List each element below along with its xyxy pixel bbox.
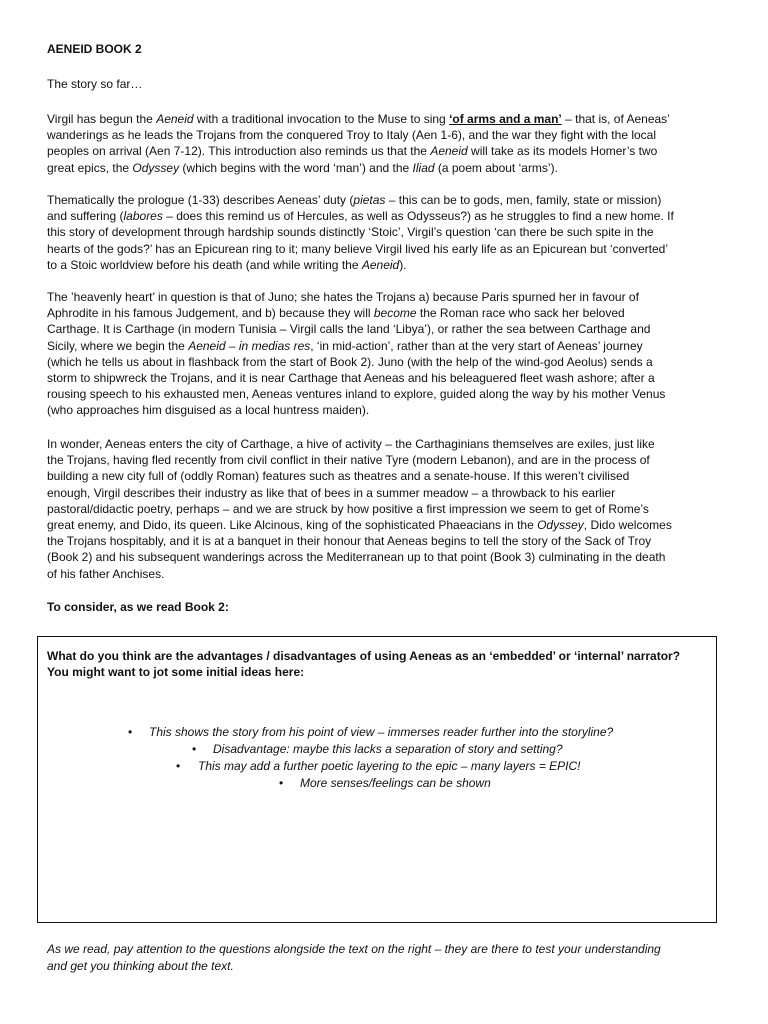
bullet-glyph: • [176,759,181,773]
paragraph-prologue: Thematically the prologue (1-33) describes Aeneas’ duty (pietas – this can be to gods, men, family, state or mission) and suffering (labores – does this remind us of Hercules, as well as Odysseus?) as he struggles to find a new home. If this story of development through hardship sounds distinctly ‘Stoic’, Virgil’s question ‘can there be such spite in the hearts of the gods?’ has an Epicurean ring to it; many believe Virgil lived his early life as an Epicurean but ‘converted’ to a Stoic worldview before his death (and while writing the Aeneid). [47,193,674,272]
bullet-glyph: • [192,742,197,756]
paragraph-juno: The ’heavenly heart’ in question is that of Juno; she hates the Trojans a) because Paris spurned her in favour of Aphrodite in his famous Judgement, and b) because they will become the Roman race who sack her beloved Carthage. It is Carthage (in modern Tunisia – Virgil calls the land ‘Libya’), or rather the sea between Carthage and Sicily, where we begin the Aeneid – in medias res, ‘in mid-action’, rather than at the very start of Aeneas’ journey (which he tells us about in flashback from the start of Book 2). Juno (with the help of the wind-god Aeolus) sends a storm to shipwreck the Trojans, and it is near Carthage that Aeneas and his beleaguered fleet wash ashore; after a rousing speech to his exhausted men, Aeneas ventures inland to explore, guided along the way by his mother Venus (who approaches him disguised as a local huntress maiden). [47,290,666,418]
page-title: AENEID BOOK 2 [47,42,142,56]
list-item: This shows the story from his point of view – immerses reader further into the storyline? [149,725,614,739]
list-item: More senses/feelings can be shown [300,776,491,790]
paragraph-carthage: In wonder, Aeneas enters the city of Carthage, a hive of activity – the Carthaginians themselves are exiles, just like the Trojans, having fled recently from civil conflict in their native Tyre (modern Lebanon), and are in the process of building a new city full of (oddly Roman) features such as theatres and a senate-house. If this weren’t civilised enough, Virgil describes their industry as like that of bees in a summer meadow – a throwback to his earlier pastoral/didactic poetry, perhaps – and we are struck by how positive a first impression we seem to get of Rome’s great enemy, and Dido, its queen. Like Alcinous, king of the sophisticated Phaeacians in the Odyssey, Dido welcomes the Trojans hospitably, and it is at a banquet in their honour that Aeneas begins to tell the story of the Sack of Troy (Book 2) and his subsequent wanderings across the Mediterranean up to that point (Book 3) culminating in the death of his father Anchises. [47,437,672,581]
bullet-glyph: • [279,776,284,790]
footer-note: As we read, pay attention to the questions alongside the text on the right – they are there to test your understanding and get you thinking about the text. [47,942,661,973]
list-item: Disadvantage: maybe this lacks a separation of story and setting? [213,742,563,756]
section-heading-so-far: The story so far… [47,77,143,91]
consider-heading: To consider, as we read Book 2: [47,600,229,614]
response-box[interactable] [37,636,717,923]
paragraph-intro: Virgil has begun the Aeneid with a traditional invocation to the Muse to sing ‘of arms and a man’ – that is, of Aeneas’ wanderings as he leads the Trojans from the conquered Troy to Italy (Aen 1-6), and the war they fight with the local peoples on arrival (Aen 7-12). This introduction also reminds us that the Aeneid will take as its models Homer’s two great epics, the Odyssey (which begins with the word ‘man’) and the Iliad (a poem about ‘arms’). [47,112,670,175]
bullet-glyph: • [128,725,133,739]
list-item: This may add a further poetic layering to the epic – many layers = EPIC! [198,759,581,773]
box-question: What do you think are the advantages / disadvantages of using Aeneas as an ‘embedded’ or ‘internal’ narrator? You might want to jot some initial ideas here: [47,649,681,679]
